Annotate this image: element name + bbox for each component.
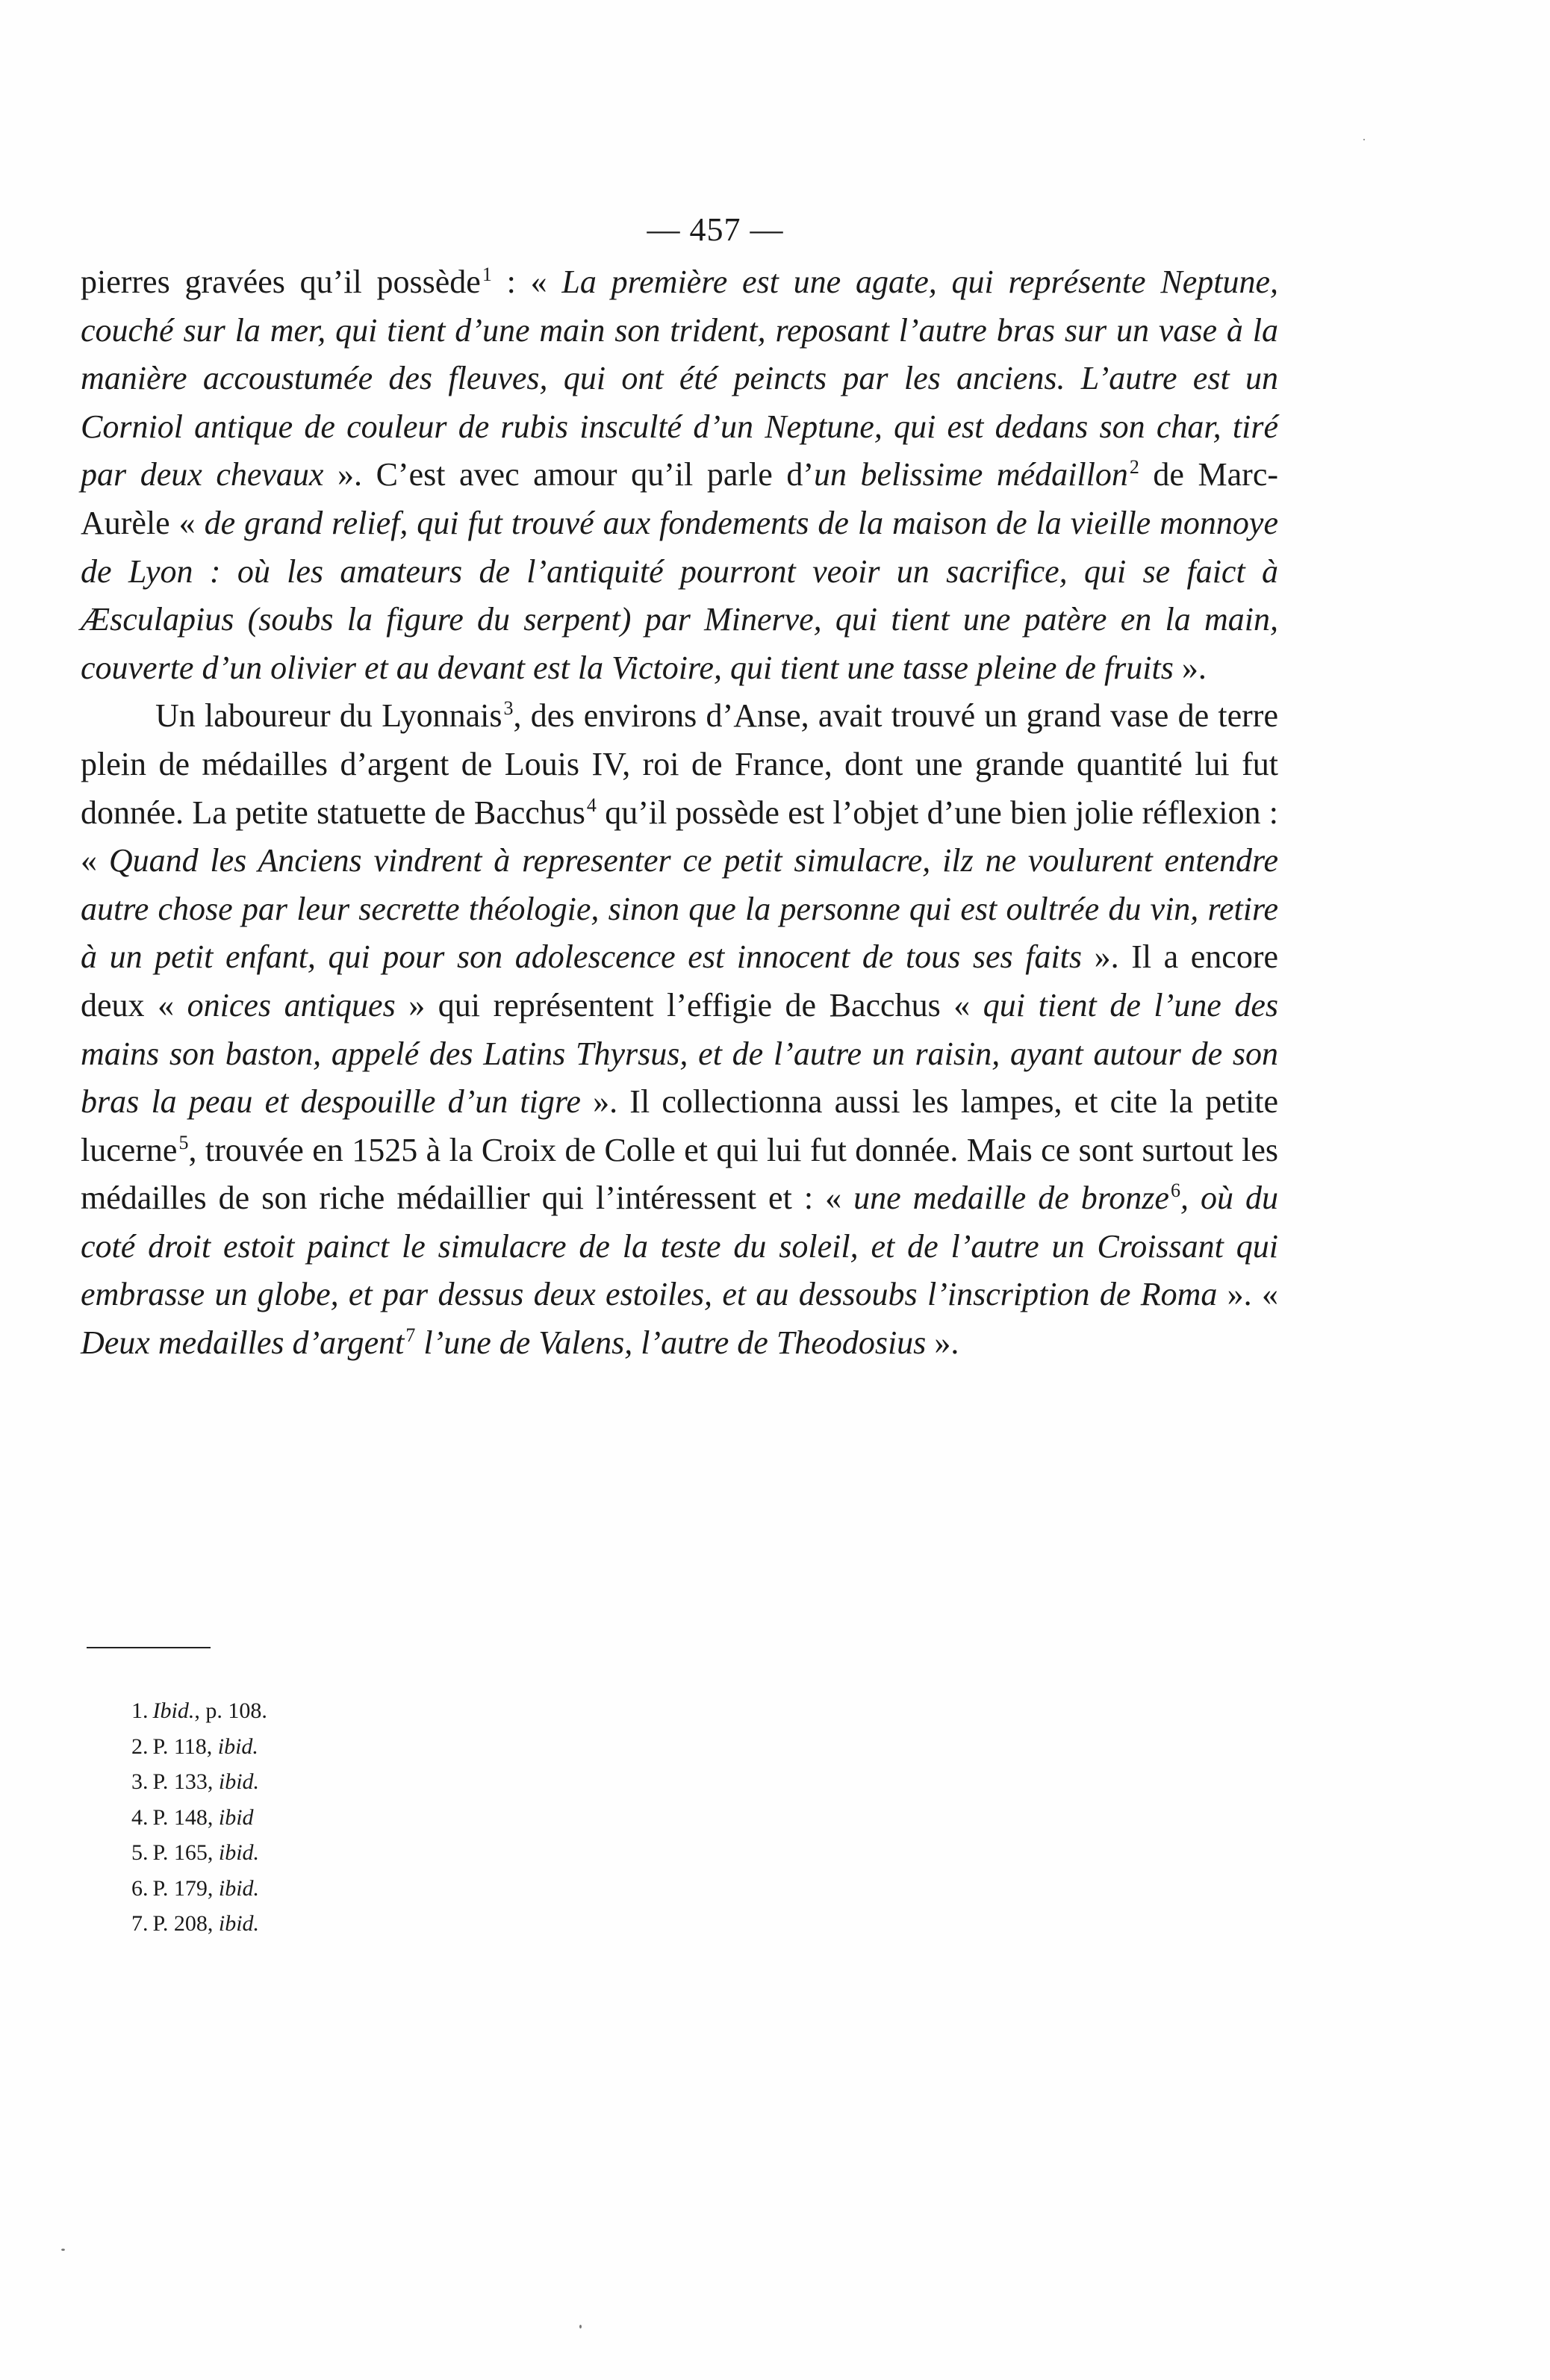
text-run: , trouvée en 1525 à la Croix de Colle et qui lui fut donnée. Mais ce sont surtout les médailles de son riche médaillier qui l’intéressent et : « [81, 1131, 1278, 1217]
footnote-item [131, 1800, 729, 1836]
footnote-ibid: ibid [213, 1804, 254, 1830]
footnote-item [131, 1764, 729, 1800]
quoted-italic-text: un belissime médaillon [813, 456, 1128, 493]
footnote-ibid: , p. 108. [194, 1698, 267, 1723]
text-run: qu’il possède est l’objet d’une bien jolie réflexion : « [81, 794, 1278, 879]
text-run: » qui représentent l’effigie de Bacchus « [395, 986, 983, 1024]
footnote-item [131, 1906, 729, 1942]
text-run: : « [491, 264, 562, 300]
footnote-marker: 6 [1170, 1180, 1180, 1202]
quoted-italic-text: La première est une agate, qui représente Neptune, couché sur la mer, qui tient d’une main son trident, reposant l’autre bras sur un vase à la manière accoustumée des fleuves, qui ont été peincts par les anciens. L’autre est un Corniol antique de couleur de rubis insculté d’un Neptune, qui est dedans son char, tiré par deux chevaux [81, 264, 1278, 493]
footnote-marker: 2 [1129, 456, 1139, 479]
text-run: , des environs d’Anse, avait trouvé un grand vase de terre plein de médailles d’argent de Louis IV, roi de France, dont une grande quantité lui fut donnée. La petite statuette de Bacchus [81, 697, 1278, 831]
quoted-italic-text: onices antiques [187, 986, 396, 1024]
footnote-ibid: ibid. [213, 1769, 260, 1794]
quoted-italic-text: Deux medailles d’argent [81, 1324, 405, 1362]
footnote-ibid: ibid. [213, 1840, 260, 1865]
footnote-number: 5. [131, 1840, 149, 1865]
footnote-item [131, 1729, 729, 1765]
footnote-ibid: ibid. [212, 1733, 258, 1759]
quoted-italic-text: de grand relief, qui fut trouvé aux fondements de la maison de la vieille monnoye de Lyon : où les amateurs de l’antiquité pourront veoir un sacrifice, qui se faict à Æsculapius (soubs la figure du serpent) par Minerve, qui tient une patère en la main, couverte d’un olivier et au devant est la Victoire, qui tient une tasse pleine de fruits [81, 504, 1278, 686]
paper-speck [579, 2325, 582, 2328]
footnote-number: 6. [131, 1875, 149, 1901]
footnote-reference: P. 179, [152, 1875, 214, 1901]
quoted-italic-text: une medaille de bronze [853, 1180, 1169, 1217]
quoted-italic-text: l’une de Valens, l’autre de Theodosius [415, 1324, 927, 1362]
footnote-reference: P. 208, [152, 1911, 214, 1936]
footnote-marker: 5 [178, 1131, 189, 1153]
quoted-italic-text: , où du coté droit estoit painct le simulacre de la teste du soleil, et de l’autre un Croissant qui embrasse un globe, et par dessus deux estoiles, et au dessoubs l’inscription de Roma [81, 1180, 1278, 1313]
footnote-marker: 3 [503, 697, 514, 720]
text-run: de Marc-Aurèle « [81, 456, 1279, 541]
paper-speck [61, 2249, 65, 2251]
page-number: — 457 — [647, 211, 784, 248]
text-run: ». Il collectionna aussi les lampes, et cite la petite lucerne [81, 1083, 1278, 1168]
footnote-marker: 7 [405, 1324, 416, 1347]
text-run: ». [926, 1324, 959, 1362]
text-run: ». « [1217, 1276, 1279, 1313]
footnote-reference: P. 148, [152, 1804, 214, 1830]
footnote-number: 2. [131, 1733, 149, 1759]
footnote-number: 3. [131, 1769, 149, 1794]
footnote-item [131, 1693, 729, 1729]
quoted-italic-text: Quand les Anciens vindrent à representer ce petit simulacre, ilz ne voulurent entendre autre chose par leur secrette théologie, sinon que la personne qui est oultrée du vin, retire à un petit enfant, qui pour son adolescence est innocent de tous ses faits [81, 842, 1278, 976]
quoted-italic-text: qui tient de l’une des mains son baston, appelé des Latins Thyrsus, et de l’autre un raisin, ayant autour de son bras la peau et despouille d’un tigre [81, 986, 1279, 1121]
footnote-separator [87, 1647, 211, 1648]
footnote-marker: 1 [482, 264, 492, 285]
footnote-item [131, 1871, 729, 1907]
text-run: pierres gravées qu’il possède [81, 264, 481, 300]
footnote-ibid: ibid. [213, 1875, 260, 1901]
footnote-reference: Ibid. [152, 1698, 195, 1723]
text-run: ». [1173, 649, 1207, 686]
text-run: Un laboureur du Lyonnais [155, 697, 502, 735]
footnote-number: 7. [131, 1911, 149, 1936]
paper-speck [1363, 139, 1365, 140]
footnote-marker: 4 [586, 794, 597, 816]
paragraph [81, 258, 1278, 692]
footnote-reference: P. 118, [152, 1733, 213, 1759]
text-run: ». Il a encore deux « [81, 938, 1278, 1024]
footnote-number: 1. [131, 1698, 149, 1723]
footnote-reference: P. 165, [152, 1840, 214, 1865]
body-text [81, 258, 1278, 1368]
paragraph [81, 692, 1278, 1367]
footnotes-list [131, 1693, 729, 1942]
footnote-item [131, 1835, 729, 1871]
footnote-number: 4. [131, 1804, 149, 1830]
footnote-reference: P. 133, [152, 1769, 214, 1794]
text-run: ». C’est avec amour qu’il parle d’ [323, 456, 814, 493]
footnote-ibid: ibid. [213, 1911, 260, 1936]
